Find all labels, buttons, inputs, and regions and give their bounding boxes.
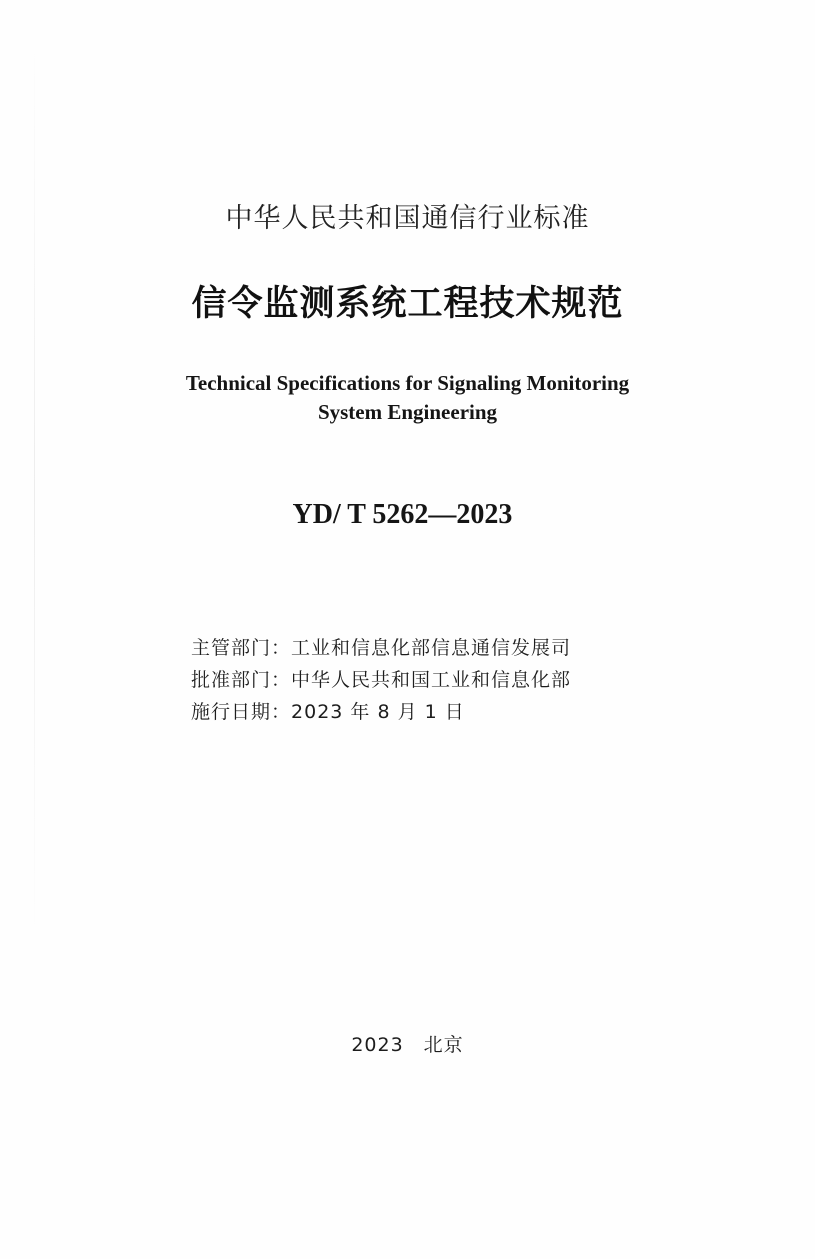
document-title-english <box>0 369 815 427</box>
publication-year: 2023 <box>351 1034 404 1056</box>
metadata-value: 中华人民共和国工业和信息化部 <box>291 669 572 691</box>
standard-code: YD/ T 5262—2023 <box>292 499 513 530</box>
standard-category-line: 中华人民共和国通信行业标准 <box>225 203 590 234</box>
scan-edge-mark <box>34 40 35 940</box>
metadata-value: 工业和信息化部信息通信发展司 <box>291 637 572 659</box>
english-title-line-1: Technical Specifications for Signaling Monitoring <box>185 371 630 395</box>
metadata-row-authority <box>191 632 571 664</box>
metadata-value: 2023 年 8 月 1 日 <box>291 701 465 723</box>
metadata-label: 批准部门： <box>191 669 292 691</box>
metadata-label: 主管部门： <box>191 637 292 659</box>
metadata-row-approval <box>191 664 571 696</box>
document-title-chinese: 信令监测系统工程技术规范 <box>191 283 624 324</box>
metadata-label: 施行日期： <box>191 701 292 723</box>
publication-footer <box>0 1030 815 1057</box>
metadata-block <box>191 632 571 728</box>
english-title-line-2: System Engineering <box>317 400 498 424</box>
publication-city: 北京 <box>423 1034 464 1056</box>
metadata-row-effective-date <box>191 696 571 728</box>
